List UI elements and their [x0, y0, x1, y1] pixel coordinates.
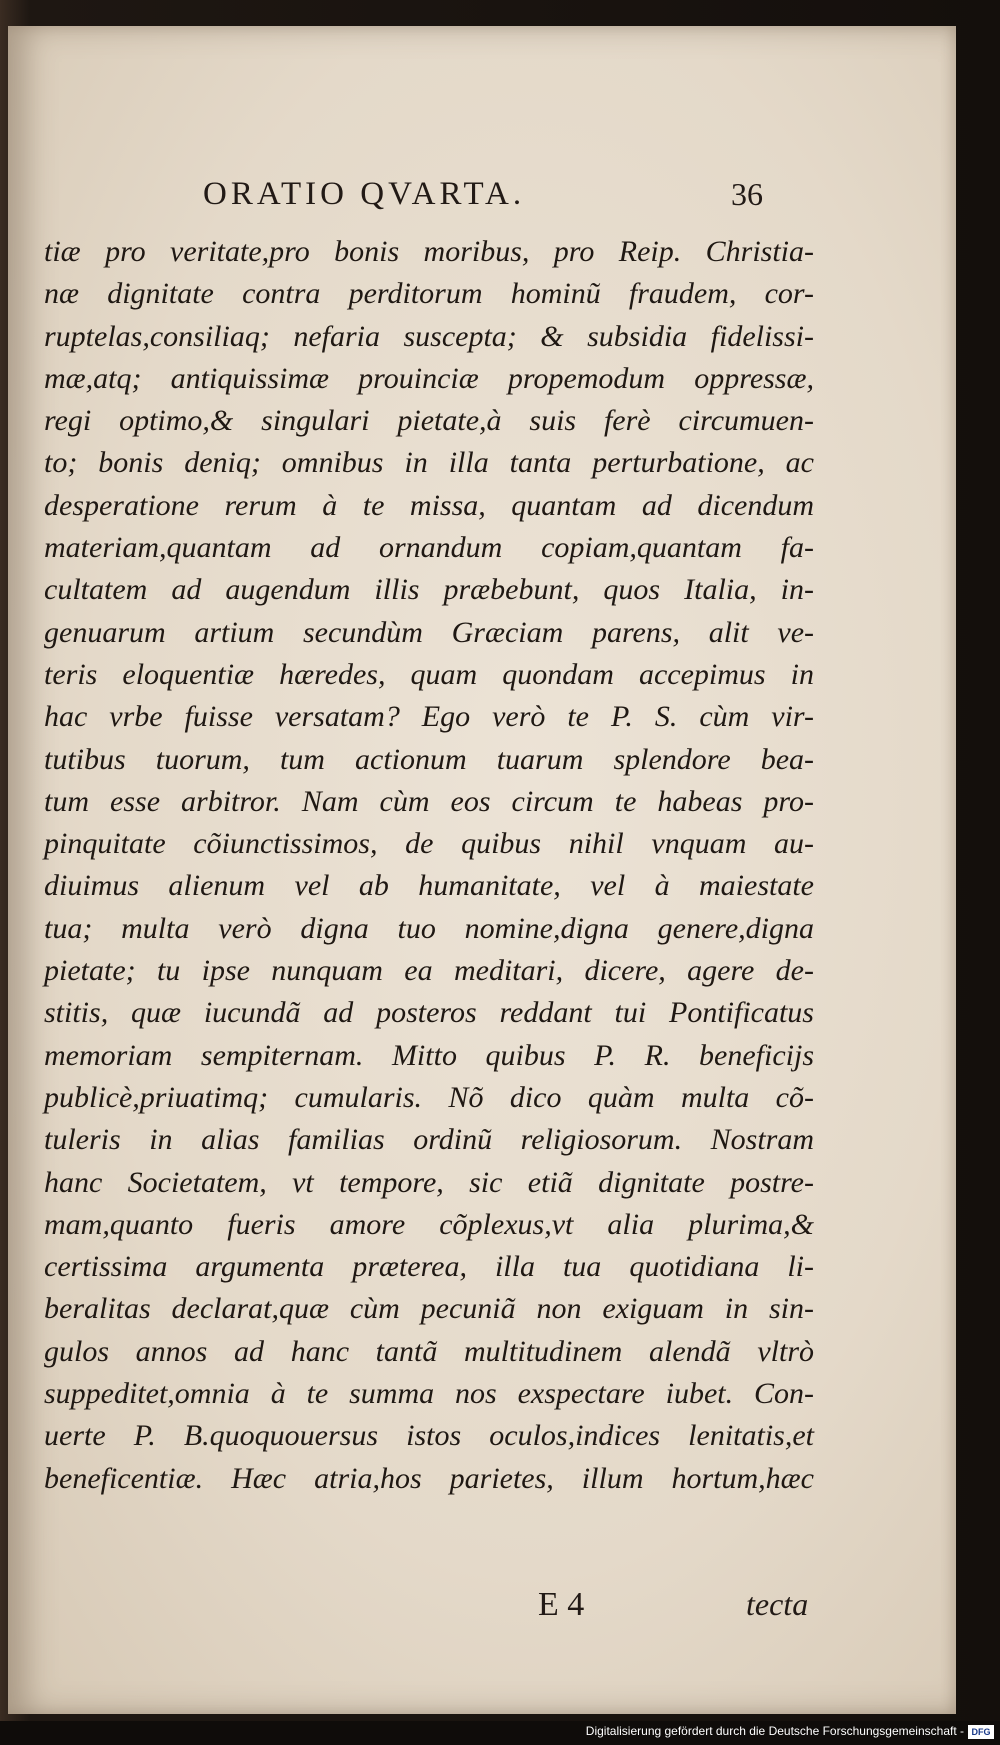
text-line: tua; multa verò digna tuo nomine,digna genere,digna: [44, 911, 814, 945]
text-line: tum esse arbitror. Nam cùm eos circum te habeas pro-: [44, 784, 814, 818]
running-head: [203, 176, 763, 220]
book-page: [8, 26, 956, 1714]
body-text: [44, 231, 814, 1500]
text-line: publicè,priuatimq; cumularis. Nõ dico quàm multa cõ-: [44, 1080, 814, 1114]
text-line: stitis, quæ iucundã ad posteros reddant tui Pontificatus: [44, 996, 814, 1030]
text-line: materiam,quantam ad ornandum copiam,quantam fa-: [44, 531, 814, 565]
text-line: cultatem ad augendum illis præbebunt, quos Italia, in-: [44, 573, 814, 607]
text-line: genuarum artium secundùm Græciam parens, alit ve-: [44, 615, 814, 649]
text-line: tutibus tuorum, tum actionum tuarum splendore bea-: [44, 742, 814, 776]
text-line: mæ,atq; antiquissimæ prouinciæ propemodum oppressæ,: [44, 361, 814, 395]
text-line: beneficentiæ. Hæc atria,hos parietes, illum hortum,hæc: [44, 1461, 814, 1495]
text-line: to; bonis deniq; omnibus in illa tanta perturbatione, ac: [44, 446, 814, 480]
text-line: tuleris in alias familias ordinũ religiosorum. Nostram: [44, 1123, 814, 1157]
text-line: tiæ pro veritate,pro bonis moribus, pro Reip. Christia-: [44, 235, 814, 268]
text-line: hac vrbe fuisse versatam? Ego verò te P. S. cùm vir-: [44, 700, 814, 734]
text-line: næ dignitate contra perditorum hominũ fraudem, cor-: [44, 277, 814, 311]
text-line: suppeditet,omnia à te summa nos exspectare iubet. Con-: [44, 1377, 814, 1411]
text-line: ruptelas,consiliaq; nefaria suscepta; & subsidia fidelissi-: [44, 319, 814, 353]
text-line: teris eloquentiæ hæredes, quam quondam accepimus in: [44, 657, 814, 691]
running-title: ORATIO QVARTA.: [203, 176, 526, 212]
text-line: mam,quanto fueris amore cõplexus,vt alia plurima,&: [44, 1207, 814, 1241]
folio-number: 36: [731, 176, 763, 212]
text-line: pietate; tu ipse nunquam ea meditari, dicere, agere de-: [44, 954, 814, 988]
text-line: memoriam sempiternam. Mitto quibus P. R. beneficijs: [44, 1038, 814, 1072]
dfg-logo: DFG: [968, 1725, 994, 1739]
text-line: certissima argumenta præterea, illa tua quotidiana li-: [44, 1250, 814, 1284]
text-line: diuimus alienum vel ab humanitate, vel à maiestate: [44, 869, 814, 903]
text-line: pinquitate cõiunctissimos, de quibus nihil vnquam au-: [44, 827, 814, 861]
text-line: beralitas declarat,quæ cùm pecuniã non exiguam in sin-: [44, 1292, 814, 1326]
text-line: regi optimo,& singulari pietate,à suis ferè circumuen-: [44, 404, 814, 438]
catchword: tecta: [746, 1586, 809, 1622]
text-line: desperatione rerum à te missa, quantam ad dicendum: [44, 488, 814, 522]
text-line: gulos annos ad hanc tantã multitudinem alendã vltrò: [44, 1334, 814, 1368]
signature-mark: E 4: [538, 1586, 585, 1623]
digitization-credit: Digitalisierung gefördert durch die Deutsche Forschungsgemeinschaft -: [585, 1724, 964, 1738]
text-line: uerte P. B.quoquouersus istos oculos,indices lenitatis,et: [44, 1419, 814, 1453]
text-line: hanc Societatem, vt tempore, sic etiã dignitate postre-: [44, 1165, 814, 1199]
footer-bar: [0, 1721, 1000, 1745]
